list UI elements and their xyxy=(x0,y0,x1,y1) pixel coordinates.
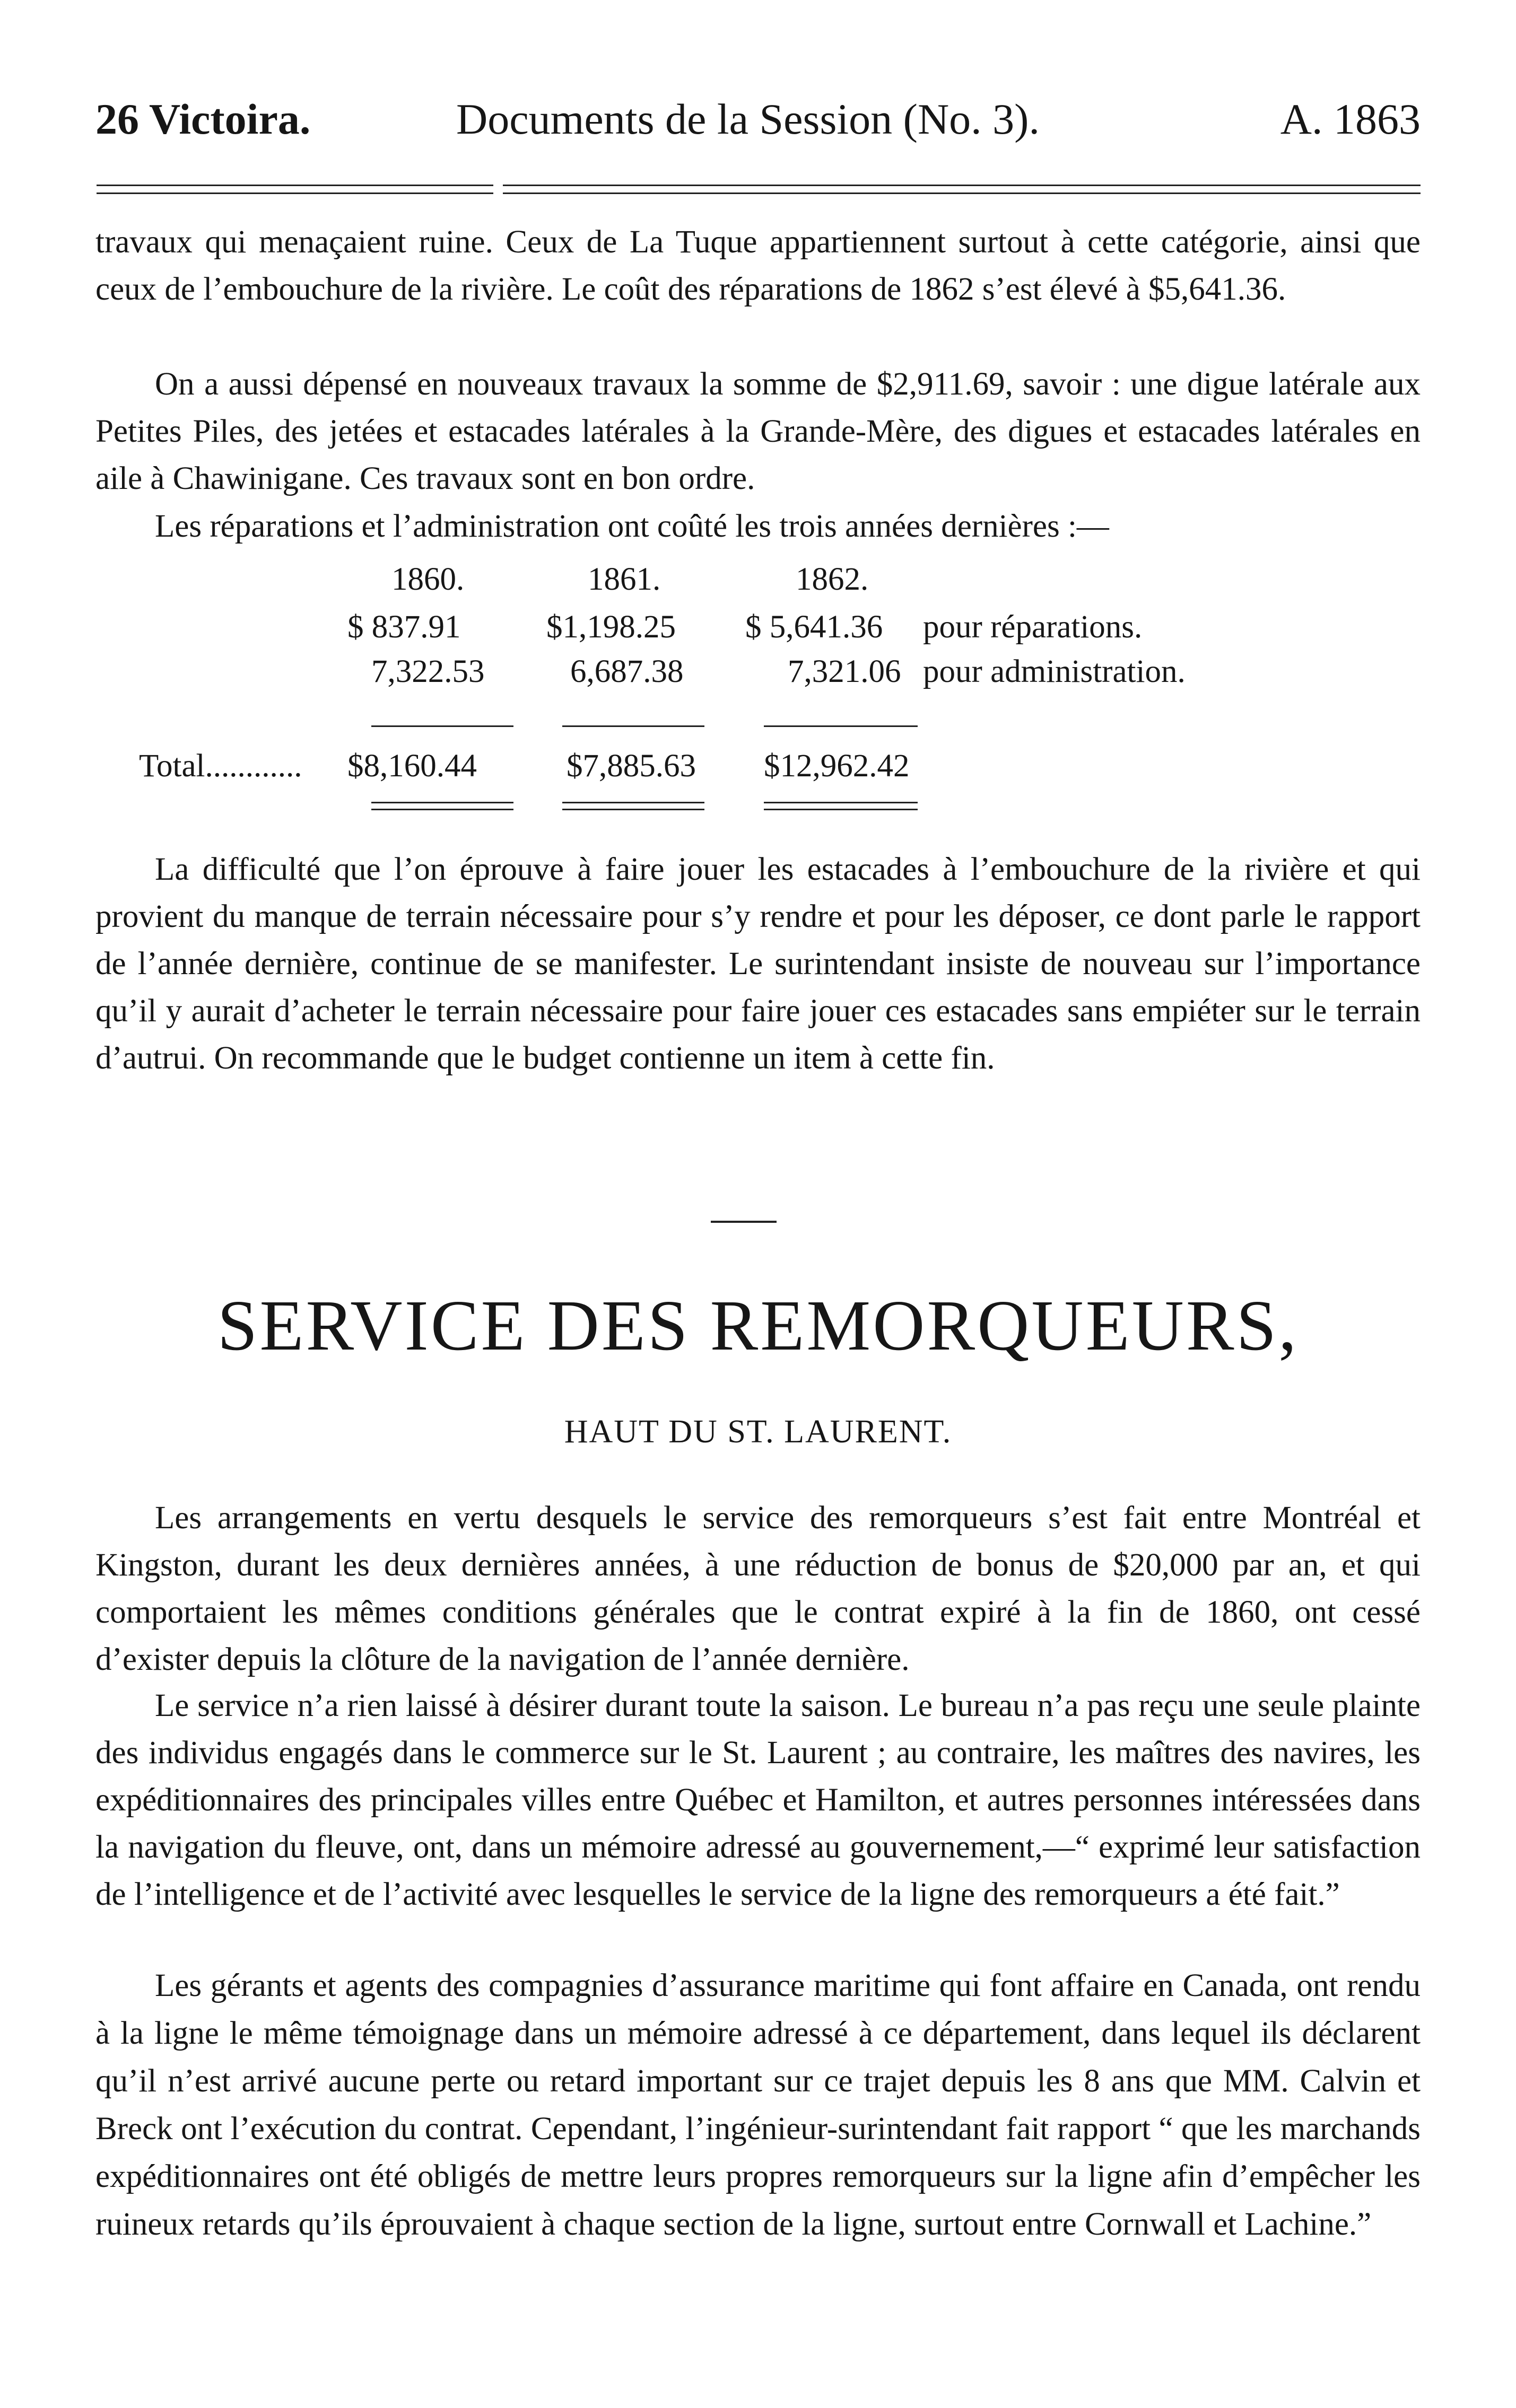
table-total-1860: $8,160.44 xyxy=(347,748,477,784)
table-repairs-1862: $ 5,641.36 xyxy=(745,609,883,645)
running-header xyxy=(95,93,1421,151)
table-year-1861: 1861. xyxy=(588,562,661,597)
header-rule-right xyxy=(503,185,1421,194)
section-separator xyxy=(711,1221,777,1223)
table-repairs-1860: $ 837.91 xyxy=(347,609,461,645)
paragraph-arrangements: Les arrangements en vertu desquels le service des remorqueurs s’est fait entre Montréal et Kingston, durant les deux dernières années, à une réduction de bonus de $20,000 par an, et qui comportaient les mêmes conditions générales que le contrat expiré à la fin de 1860, ont cessé d’exister depuis la clôture de la navigation de l’année dernière. xyxy=(95,1500,1421,1677)
table-total-rule-1861 xyxy=(562,802,704,810)
table-admin-label: pour administration. xyxy=(923,654,1186,689)
table-sum-rule-1860 xyxy=(371,725,513,727)
paragraph-service-quality: Le service n’a rien laissé à désirer durant toute la saison. Le bureau n’a pas reçu une seule plainte des individus engagés dans le commerce sur le St. Laurent ; au contraire, les maîtres des navires, les expéditionnaires des principales villes entre Québec et Hamilton, et autres personnes intéressées dans la navigation du fleuve, ont, dans un mémoire adressé au gouvernement,—“ exprimé leur satisfaction de l’intelligence et de l’activité avec lesquelles le service de la ligne des remorqueurs a été fait.” xyxy=(95,1688,1421,1912)
header-document-title: Documents de la Session (No. 3). xyxy=(456,95,1040,143)
table-admin-1860: 7,322.53 xyxy=(371,654,485,689)
table-total-1862: $12,962.42 xyxy=(764,748,910,784)
header-rule-left xyxy=(97,185,493,194)
table-total-label: Total............ xyxy=(139,748,302,784)
paragraph-new-works: On a aussi dépensé en nouveaux travaux la somme de $2,911.69, savoir : une digue latérale aux Petites Piles, des jetées et estacades latérales à la Grande-Mère, des digues et estacades latérales en aile à Chawinigane. Ces travaux sont en bon ordre. xyxy=(95,366,1421,496)
table-total-rule-1860 xyxy=(371,802,513,810)
section-subtitle: HAUT DU ST. LAURENT. xyxy=(564,1414,952,1450)
header-volume: 26 Victoira. xyxy=(95,95,311,143)
section-title: SERVICE DES REMORQUEURS, xyxy=(217,1286,1299,1365)
table-sum-rule-1862 xyxy=(764,725,918,727)
table-sum-rule-1861 xyxy=(562,725,704,727)
table-year-1860: 1860. xyxy=(391,562,465,597)
paragraph-insurance: Les gérants et agents des compagnies d’assurance maritime qui font affaire en Canada, ont rendu à la ligne le même témoignage dans un mémoire adressé à ce département, dans lequel ils déclarent qu’il n’est arrivé aucune perte ou retard important sur ce trajet depuis les 8 ans que MM. Calvin et Breck ont l’exécution du contrat. Cependant, l’ingénieur-surintendant fait rapport “ que les marchands expéditionnaires ont été obligés de mettre leurs propres remorqueurs sur la ligne afin d’empêcher les ruineux retards qu’ils éprouvaient à chaque section de la ligne, surtout entre Cornwall et Lachine.” xyxy=(95,1968,1421,2242)
table-repairs-1861: $1,198.25 xyxy=(546,609,676,645)
paragraph-costs-intro: Les réparations et l’administration ont coûté les trois années dernières :— xyxy=(155,509,1109,544)
table-year-1862: 1862. xyxy=(796,562,869,597)
table-admin-1861: 6,687.38 xyxy=(570,654,684,689)
table-total-1861: $7,885.63 xyxy=(567,748,696,784)
header-year: A. 1863 xyxy=(1280,95,1421,143)
table-admin-1862: 7,321.06 xyxy=(788,654,901,689)
table-total-rule-1862 xyxy=(764,802,918,810)
paragraph-continuation: travaux qui menaçaient ruine. Ceux de La Tuque appartiennent surtout à cette catégorie, ainsi que ceux de l’embouchure de la rivière. Le coût des réparations de 1862 s’est élevé à $5,641.36. xyxy=(95,224,1421,307)
table-repairs-label: pour réparations. xyxy=(923,609,1143,645)
paragraph-estacades: La difficulté que l’on éprouve à faire jouer les estacades à l’embouchure de la rivière et qui provient du manque de terrain nécessaire pour s’y rendre et pour les déposer, ce dont parle le rapport de l’année dernière, continue de se manifester. Le surintendant insiste de nouveau sur l’importance qu’il y aurait d’acheter le terrain nécessaire pour faire jouer ces estacades sans empiéter sur le terrain d’autrui. On recommande que le budget contienne un item à cette fin. xyxy=(95,852,1421,1076)
